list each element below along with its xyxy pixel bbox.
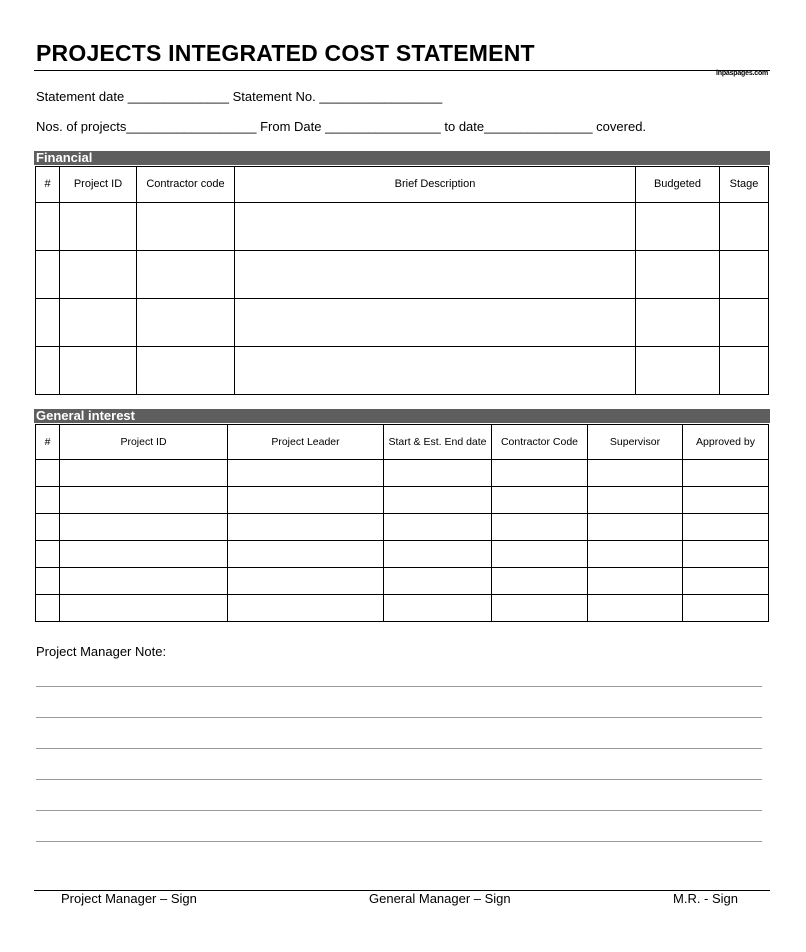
table-cell[interactable] bbox=[137, 299, 235, 347]
table-cell[interactable] bbox=[683, 460, 769, 487]
table-cell[interactable] bbox=[228, 487, 384, 514]
table-cell[interactable] bbox=[720, 251, 769, 299]
general-interest-section-title: General interest bbox=[36, 408, 135, 423]
table-cell[interactable] bbox=[60, 487, 228, 514]
table-row bbox=[36, 487, 769, 514]
financial-section-title: Financial bbox=[36, 150, 93, 165]
financial-col-brief-description: Brief Description bbox=[235, 167, 636, 203]
table-row bbox=[36, 251, 769, 299]
financial-col-budgeted: Budgeted bbox=[636, 167, 720, 203]
table-cell[interactable] bbox=[384, 487, 492, 514]
general-interest-table bbox=[35, 424, 769, 622]
note-line[interactable] bbox=[36, 810, 762, 811]
table-cell[interactable] bbox=[36, 251, 60, 299]
table-cell[interactable] bbox=[384, 568, 492, 595]
table-cell[interactable] bbox=[720, 299, 769, 347]
table-cell[interactable] bbox=[588, 487, 683, 514]
table-cell[interactable] bbox=[683, 487, 769, 514]
table-cell[interactable] bbox=[235, 251, 636, 299]
table-cell[interactable] bbox=[36, 541, 60, 568]
table-row bbox=[36, 514, 769, 541]
table-cell[interactable] bbox=[137, 251, 235, 299]
table-cell[interactable] bbox=[235, 347, 636, 395]
project-manager-note-label: Project Manager Note: bbox=[36, 644, 167, 659]
table-cell[interactable] bbox=[137, 203, 235, 251]
page-title: PROJECTS INTEGRATED COST STATEMENT bbox=[36, 40, 535, 66]
table-cell[interactable] bbox=[60, 595, 228, 622]
table-cell[interactable] bbox=[60, 299, 137, 347]
table-cell[interactable] bbox=[60, 568, 228, 595]
financial-col-stage: Stage bbox=[720, 167, 769, 203]
table-cell[interactable] bbox=[588, 460, 683, 487]
table-cell[interactable] bbox=[492, 568, 588, 595]
table-cell[interactable] bbox=[228, 541, 384, 568]
note-line[interactable] bbox=[36, 841, 762, 842]
table-cell[interactable] bbox=[60, 541, 228, 568]
table-cell[interactable] bbox=[492, 487, 588, 514]
table-cell[interactable] bbox=[228, 568, 384, 595]
table-cell[interactable] bbox=[235, 299, 636, 347]
table-cell[interactable] bbox=[36, 514, 60, 541]
general-manager-signature[interactable]: General Manager – Sign bbox=[369, 891, 511, 906]
table-row bbox=[36, 460, 769, 487]
table-cell[interactable] bbox=[137, 347, 235, 395]
table-cell[interactable] bbox=[636, 347, 720, 395]
table-cell[interactable] bbox=[228, 514, 384, 541]
projects-range-line[interactable]: Nos. of projects__________________ From Date ________________ to date_______________ covered. bbox=[36, 119, 647, 134]
table-row bbox=[36, 541, 769, 568]
note-line[interactable] bbox=[36, 748, 762, 749]
table-cell[interactable] bbox=[60, 514, 228, 541]
table-cell[interactable] bbox=[636, 299, 720, 347]
table-cell[interactable] bbox=[228, 460, 384, 487]
general-col-supervisor: Supervisor bbox=[588, 425, 683, 460]
table-cell[interactable] bbox=[36, 460, 60, 487]
project-manager-signature[interactable]: Project Manager – Sign bbox=[61, 891, 197, 906]
table-cell[interactable] bbox=[492, 514, 588, 541]
general-col-project-id: Project ID bbox=[60, 425, 228, 460]
table-cell[interactable] bbox=[588, 595, 683, 622]
table-cell[interactable] bbox=[384, 514, 492, 541]
table-cell[interactable] bbox=[60, 251, 137, 299]
table-cell[interactable] bbox=[492, 595, 588, 622]
note-line[interactable] bbox=[36, 779, 762, 780]
table-cell[interactable] bbox=[588, 541, 683, 568]
note-line[interactable] bbox=[36, 686, 762, 687]
table-cell[interactable] bbox=[636, 203, 720, 251]
table-cell[interactable] bbox=[228, 595, 384, 622]
table-cell[interactable] bbox=[492, 460, 588, 487]
financial-table bbox=[35, 166, 769, 395]
statement-info-line[interactable]: Statement date ______________ Statement No. _________________ bbox=[36, 89, 443, 104]
table-cell[interactable] bbox=[60, 460, 228, 487]
table-cell[interactable] bbox=[683, 595, 769, 622]
table-cell[interactable] bbox=[36, 203, 60, 251]
general-header-row bbox=[36, 425, 769, 460]
title-divider bbox=[34, 70, 770, 71]
table-row bbox=[36, 299, 769, 347]
general-col-project-leader: Project Leader bbox=[228, 425, 384, 460]
table-row bbox=[36, 595, 769, 622]
financial-col-project-id: Project ID bbox=[60, 167, 137, 203]
table-cell[interactable] bbox=[683, 541, 769, 568]
brand-watermark: inpaspages.com bbox=[716, 70, 769, 77]
note-line[interactable] bbox=[36, 717, 762, 718]
table-cell[interactable] bbox=[36, 347, 60, 395]
general-col-contractor-code: Contractor Code bbox=[492, 425, 588, 460]
table-cell[interactable] bbox=[36, 487, 60, 514]
table-cell[interactable] bbox=[683, 568, 769, 595]
table-cell[interactable] bbox=[60, 203, 137, 251]
table-cell[interactable] bbox=[36, 299, 60, 347]
general-col-number: # bbox=[36, 425, 60, 460]
table-cell[interactable] bbox=[588, 514, 683, 541]
table-row bbox=[36, 347, 769, 395]
general-col-start-end-date: Start & Est. End date bbox=[384, 425, 492, 460]
table-cell[interactable] bbox=[683, 514, 769, 541]
table-cell[interactable] bbox=[588, 568, 683, 595]
table-cell[interactable] bbox=[60, 347, 137, 395]
financial-header-row bbox=[36, 167, 769, 203]
table-cell[interactable] bbox=[384, 460, 492, 487]
financial-section-header bbox=[34, 151, 770, 165]
table-cell[interactable] bbox=[235, 203, 636, 251]
table-cell[interactable] bbox=[36, 568, 60, 595]
financial-col-number: # bbox=[36, 167, 60, 203]
table-cell[interactable] bbox=[384, 541, 492, 568]
table-cell[interactable] bbox=[492, 541, 588, 568]
general-interest-section-header bbox=[34, 409, 770, 423]
table-cell[interactable] bbox=[384, 595, 492, 622]
financial-col-contractor-code: Contractor code bbox=[137, 167, 235, 203]
table-cell[interactable] bbox=[720, 347, 769, 395]
general-col-approved-by: Approved by bbox=[683, 425, 769, 460]
mr-signature[interactable]: M.R. - Sign bbox=[673, 891, 739, 906]
table-row bbox=[36, 568, 769, 595]
table-cell[interactable] bbox=[720, 203, 769, 251]
table-cell[interactable] bbox=[36, 595, 60, 622]
table-row bbox=[36, 203, 769, 251]
table-cell[interactable] bbox=[636, 251, 720, 299]
